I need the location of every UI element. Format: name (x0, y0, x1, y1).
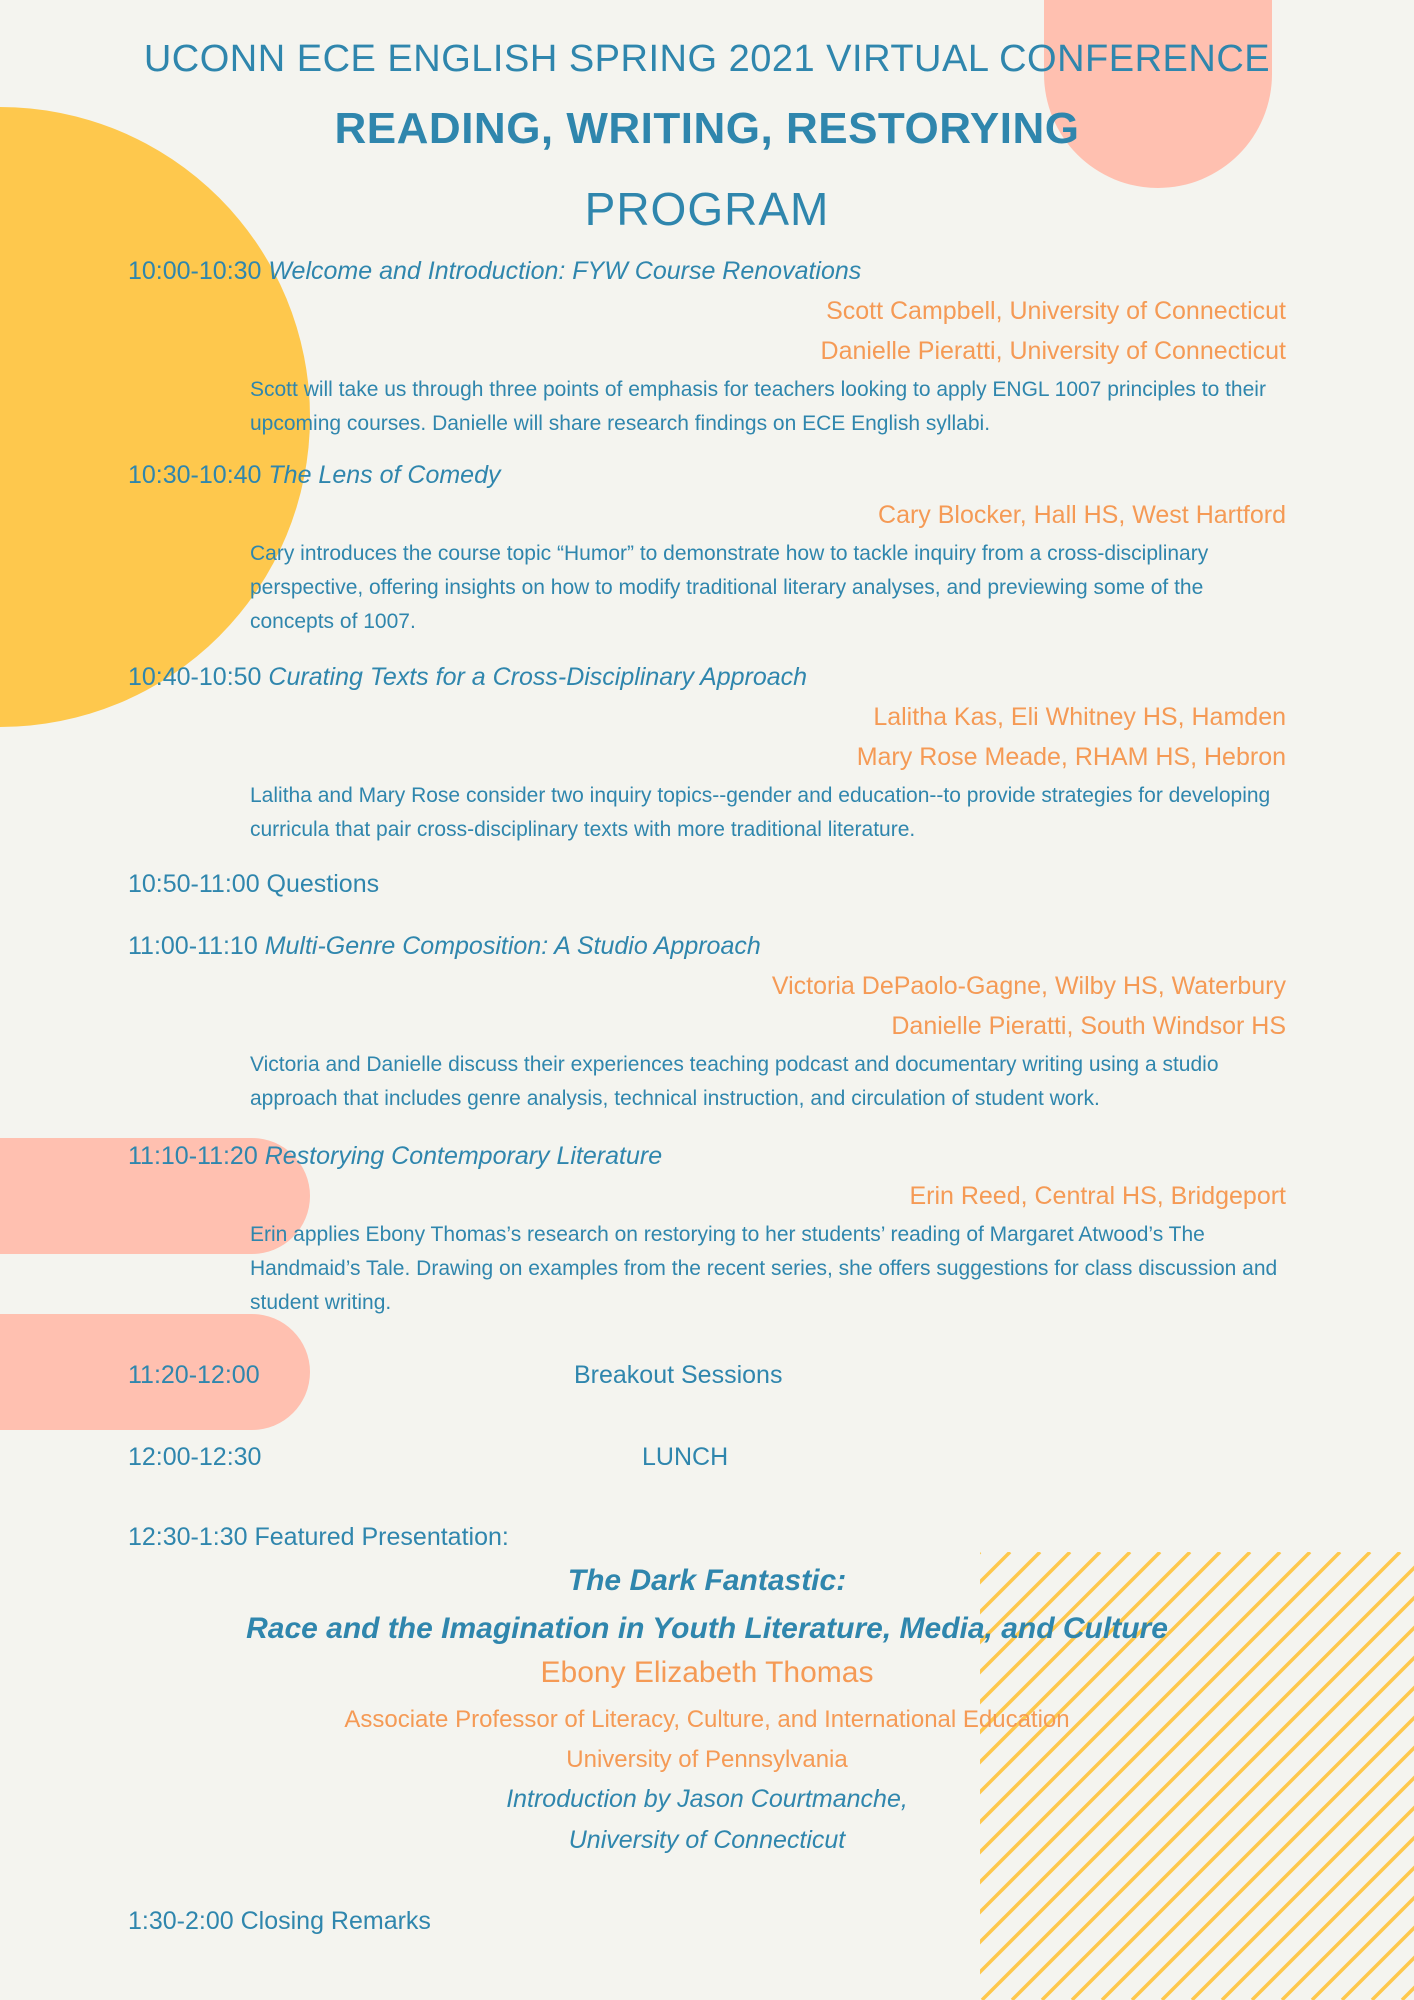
session-description: Erin applies Ebony Thomas’s research on restorying to her students’ reading of Margaret Atwood’s The Handmaid’s Tale. Drawing on examples from the recent series, she offers suggestions for class discussion and student writing. (250, 1223, 1278, 1314)
speaker: Danielle Pieratti, South Windsor HS (891, 1012, 1286, 1040)
session-description: Victoria and Danielle discuss their experiences teaching podcast and documentary writing using a studio approach that includes genre analysis, technical instruction, and circulation of student work. (250, 1053, 1219, 1110)
featured-speaker: Ebony Elizabeth Thomas (540, 1656, 874, 1689)
speaker: Cary Blocker, Hall HS, West Hartford (878, 501, 1286, 529)
conference-title: UCONN ECE ENGLISH SPRING 2021 VIRTUAL CONFERENCE (143, 38, 1271, 80)
featured-institution: University of Pennsylvania (566, 1746, 848, 1773)
session-1-heading (128, 257, 861, 286)
session-time: 10:00-10:30 (128, 257, 262, 285)
session-time: 11:10-11:20 (128, 1142, 258, 1170)
session-time: 10:50-11:00 (128, 870, 260, 898)
session-time: 10:30-10:40 (128, 461, 262, 489)
featured-intro-line2: University of Connecticut (568, 1826, 846, 1854)
session-title: Welcome and Introduction: FYW Course Renovations (268, 257, 862, 285)
session-time: 1:30-2:00 (128, 1907, 234, 1935)
session-title: Closing Remarks (240, 1907, 431, 1935)
program-heading: PROGRAM (584, 183, 830, 235)
session-4-heading (128, 870, 379, 899)
featured-intro-line1: Introduction by Jason Courtmanche, (506, 1785, 908, 1813)
speaker: Mary Rose Meade, RHAM HS, Hebron (856, 743, 1286, 771)
session-time: 12:00-12:30 (128, 1443, 262, 1471)
breakout-sessions-label: Breakout Sessions (574, 1361, 783, 1389)
lunch-label: LUNCH (642, 1443, 729, 1471)
session-title: The Lens of Comedy (268, 461, 501, 489)
session-10-heading (128, 1907, 431, 1936)
session-time: 11:20-12:00 (128, 1361, 260, 1389)
speaker: Erin Reed, Central HS, Bridgeport (909, 1182, 1286, 1210)
speaker: Scott Campbell, University of Connecticut (826, 297, 1286, 325)
session-title: Restorying Contemporary Literature (264, 1142, 663, 1170)
session-time: 11:00-11:10 (128, 932, 258, 960)
session-2-heading (128, 461, 500, 490)
session-description: Cary introduces the course topic “Humor” to demonstrate how to tackle inquiry from a cross-disciplinary perspective, offering insights on how to modify traditional literary analyses, and previewing some of the concepts of 1007. (250, 542, 1209, 633)
main-title: READING, WRITING, RESTORYING (334, 104, 1080, 153)
session-6-heading (128, 1142, 662, 1171)
session-description: Scott will take us through three points of emphasis for teachers looking to apply ENGL 1007 principles to their upcoming courses. Danielle will share research findings on ECE English syllabi. (250, 378, 1266, 435)
session-time: 12:30-1:30 (128, 1523, 248, 1551)
session-title: Questions (266, 870, 380, 898)
featured-heading (128, 1523, 509, 1552)
session-title: Curating Texts for a Cross-Disciplinary Approach (268, 663, 808, 691)
featured-title-line2: Race and the Imagination in Youth Literature, Media, and Culture (246, 1612, 1168, 1645)
speaker: Victoria DePaolo-Gagne, Wilby HS, Waterbury (771, 972, 1286, 1000)
speaker: Lalitha Kas, Eli Whitney HS, Hamden (873, 703, 1286, 731)
featured-title-line1: The Dark Fantastic: (567, 1564, 847, 1597)
session-3-heading (128, 663, 807, 692)
session-5-heading (128, 932, 761, 961)
session-title: Featured Presentation: (254, 1523, 509, 1551)
session-time: 10:40-10:50 (128, 663, 262, 691)
pink-arch-decoration (1044, 0, 1272, 188)
session-description: Lalitha and Mary Rose consider two inquiry topics--gender and education--to provide strategies for developing curricula that pair cross-disciplinary texts with more traditional literature. (250, 784, 1271, 841)
session-title: Multi-Genre Composition: A Studio Approach (264, 932, 761, 960)
speaker: Danielle Pieratti, University of Connecticut (820, 337, 1286, 365)
featured-position: Associate Professor of Literacy, Culture, and International Education (344, 1706, 1070, 1733)
